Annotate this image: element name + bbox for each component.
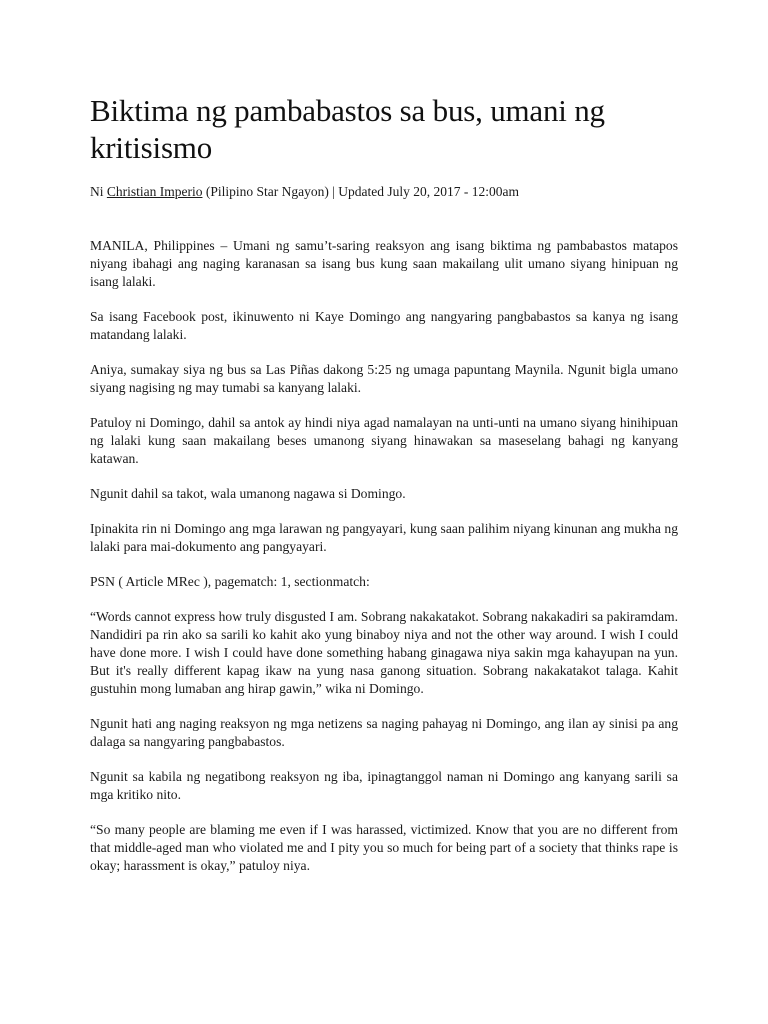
quote-paragraph: “Words cannot express how truly disgusted I am. Sobrang nakakatakot. Sobrang nakakadiri sa pakiramdam. Nandidiri pa rin ako sa sarili ko kahit ako yung binaboy niya and not the other way around. I wish I could have done more. I wish I could have done something habang ginagawa niya sakin mga kahayupan na yun. But it's really different kapag ikaw na yung nasa ganong situation. Sobrang nakakatakot talaga. Kahit gustuhin mong lumaban ang hirap gawin,” wika ni Domingo. <box>90 609 678 696</box>
paragraph: Ipinakita rin ni Domingo ang mga larawan ng pangyayari, kung saan palihim niyang kinunan ang mukha ng lalaki para mai-dokumento ang pangyayari. <box>90 521 678 554</box>
ad-placeholder-text: PSN ( Article MRec ), pagematch: 1, sectionmatch: <box>90 574 370 589</box>
paragraph: Sa isang Facebook post, ikinuwento ni Kaye Domingo ang nangyaring pangbabastos sa kanya ng isang matandang lalaki. <box>90 309 678 342</box>
byline <box>90 183 678 201</box>
quote-paragraph: “So many people are blaming me even if I was harassed, victimized. Know that you are no different from that middle-aged man who violated me and I pity you so much for being part of a society that thinks rape is okay; harassment is okay,” patuloy niya. <box>90 822 678 873</box>
paragraph-lead: MANILA, Philippines – Umani ng samu’t-saring reaksyon ang isang biktima ng pambabastos matapos niyang ibahagi ang naging karanasan sa isang bus kung saan makailang ulit umano siyang hinipuan ng isang lalaki. <box>90 238 678 289</box>
paragraph: Patuloy ni Domingo, dahil sa antok ay hindi niya agad namalayan na unti-unti na umano siyang hinihipuan ng lalaki kung saan makailang beses umanong siyang hinawakan sa maseselang bahagi ng kanyang katawan. <box>90 415 678 466</box>
byline-source-date: (Pilipino Star Ngayon) | Updated July 20, 2017 - 12:00am <box>202 184 520 199</box>
article-title: Biktima ng pambabastos sa bus, umani ng kritisismo <box>90 93 605 165</box>
article <box>90 92 678 892</box>
paragraph: Ngunit sa kabila ng negatibong reaksyon ng iba, ipinagtanggol naman ni Domingo ang kanyang sarili sa mga kritiko nito. <box>90 769 678 802</box>
paragraph: Aniya, sumakay siya ng bus sa Las Piñas dakong 5:25 ng umaga papuntang Maynila. Ngunit bigla umano siyang nagising ng may tumabi sa kanyang lalaki. <box>90 362 678 395</box>
article-body <box>90 237 678 875</box>
author-link[interactable]: Christian Imperio <box>106 184 203 199</box>
paragraph: Ngunit dahil sa takot, wala umanong nagawa si Domingo. <box>90 486 406 501</box>
paragraph: Ngunit hati ang naging reaksyon ng mga netizens sa naging pahayag ni Domingo, ang ilan ay sinisi pa ang dalaga sa nangyaring pangbabastos. <box>90 716 678 749</box>
byline-prefix: Ni <box>90 184 107 199</box>
